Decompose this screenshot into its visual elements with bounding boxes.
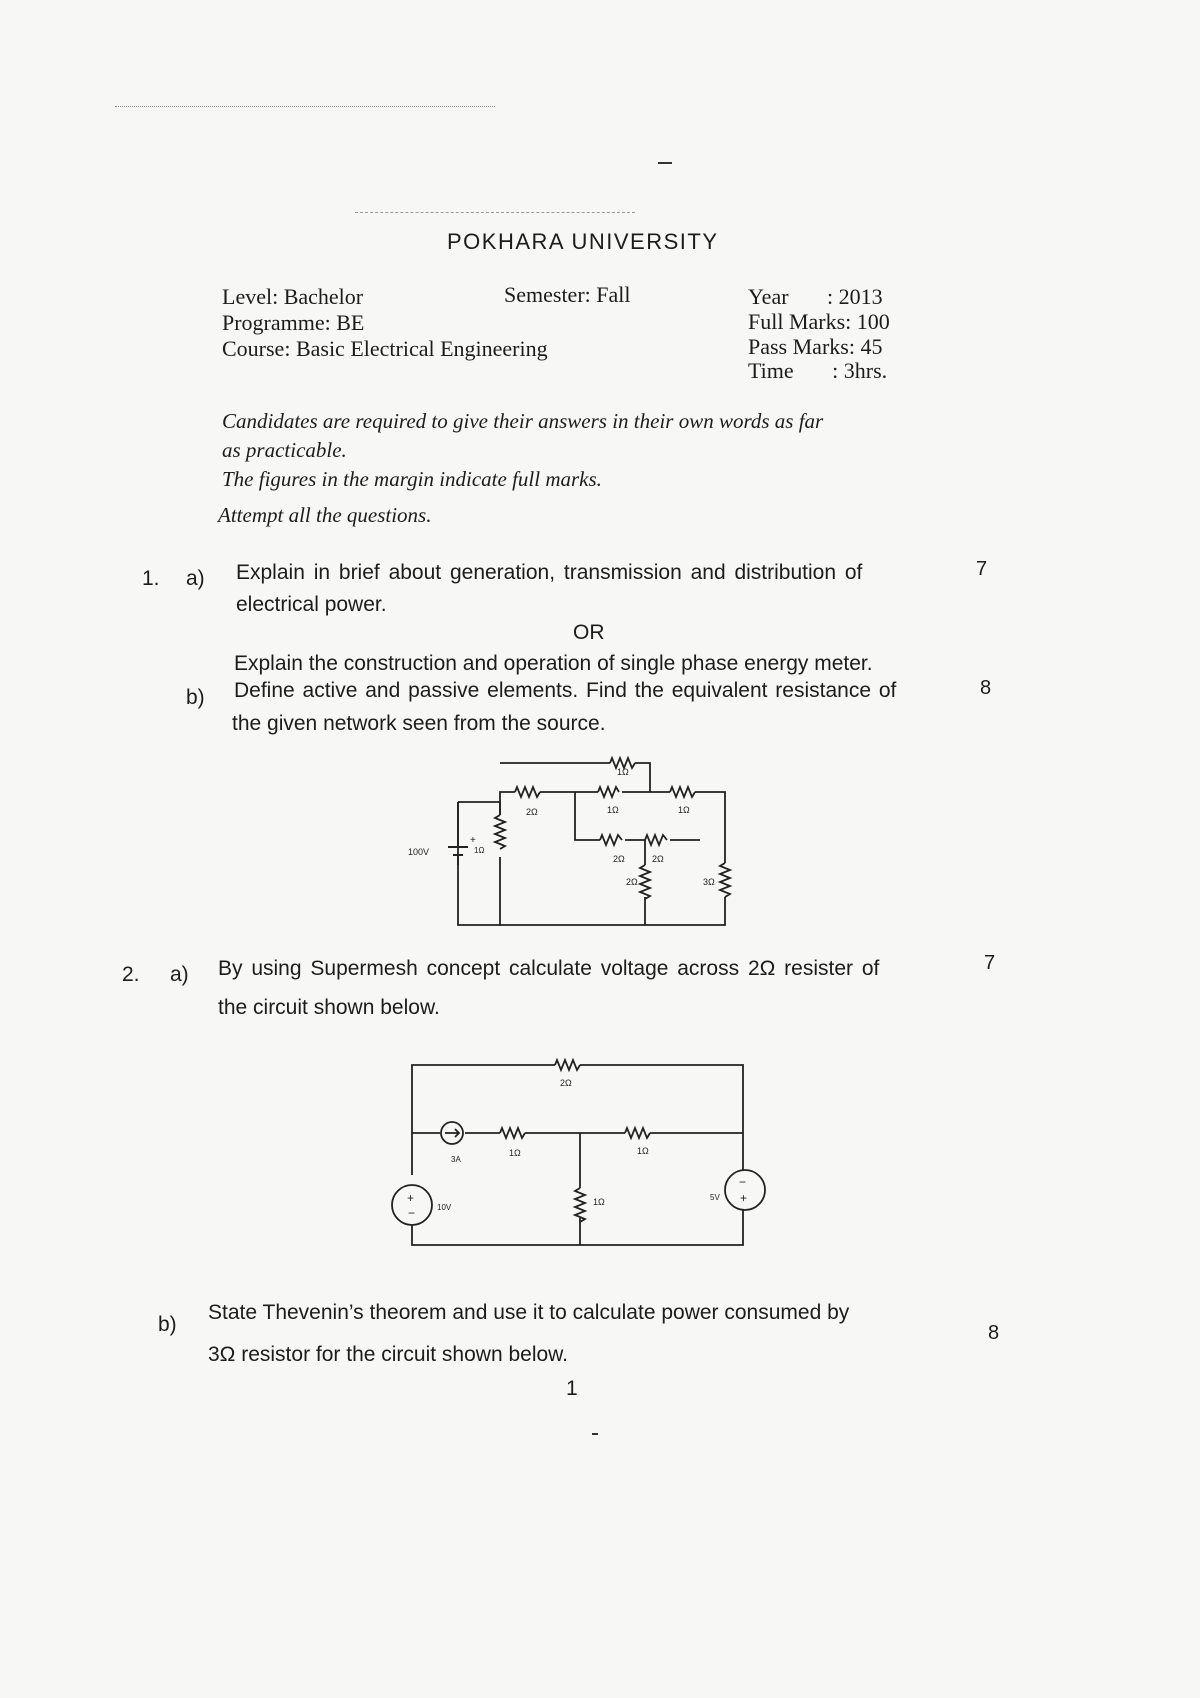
svg-text:+: + xyxy=(407,1191,415,1205)
q1a-text-line-2: electrical power. xyxy=(236,593,387,616)
fig1-source-resistor-label: 1Ω xyxy=(474,846,485,855)
fig1-resistor-low1-label: 2Ω xyxy=(613,854,625,864)
university-title: POKHARA UNIVERSITY xyxy=(447,229,719,254)
semester-text: Semester: Fall xyxy=(504,282,631,307)
fig1-resistor-low2-label: 2Ω xyxy=(652,854,664,864)
fig1-resistor-top-label: 1Ω xyxy=(617,767,629,777)
q1b-text-line-1: Define active and passive elements. Find the equivalent resistance of xyxy=(234,679,897,702)
scan-artifact-line xyxy=(355,212,635,213)
instruction-line-4: Attempt all the questions. xyxy=(218,503,432,527)
q2b-text-line-2: 3Ω resistor for the circuit shown below. xyxy=(208,1343,569,1366)
instruction-line-3: The figures in the margin indicate full marks. xyxy=(222,467,602,491)
instruction-line-2: as practicable. xyxy=(222,438,347,462)
q1-number: 1. xyxy=(142,567,160,590)
fig2-resistor-top-label: 2Ω xyxy=(560,1078,572,1088)
fig2-left-voltage-label: 10V xyxy=(437,1203,452,1212)
fig1-resistor-right-label: 1Ω xyxy=(678,805,690,815)
fig2-resistor-right-label: 1Ω xyxy=(637,1146,649,1156)
q2a-label: a) xyxy=(170,963,189,986)
q2b-label: b) xyxy=(158,1313,177,1336)
svg-text:−: − xyxy=(408,1206,416,1220)
q1b-text-line-2: the given network seen from the source. xyxy=(232,712,606,735)
fig2-right-voltage-label: 5V xyxy=(710,1193,720,1202)
fig2-resistor-left-label: 1Ω xyxy=(509,1148,521,1158)
q2a-text-line-2: the circuit shown below. xyxy=(218,996,440,1019)
fig1-source-label: 100V xyxy=(408,847,430,857)
level-text: Level: Bachelor xyxy=(222,284,364,309)
q2a-marks: 7 xyxy=(984,952,996,974)
q2b-marks: 8 xyxy=(988,1322,1000,1344)
q1b-marks: 8 xyxy=(980,677,992,699)
circuit-figure-1 xyxy=(400,745,760,935)
scan-dash-mark xyxy=(658,162,672,164)
q2-number: 2. xyxy=(122,963,140,986)
q2a-text-line-1: By using Supermesh concept calculate voltage across 2Ω resister of xyxy=(218,957,880,980)
circuit-figure-2 xyxy=(385,1050,785,1260)
fig1-resistor-left-label: 2Ω xyxy=(526,807,538,817)
fig1-resistor-mid-label: 1Ω xyxy=(607,805,619,815)
full-marks-text: Full Marks: 100 xyxy=(748,309,890,334)
svg-text:−: − xyxy=(739,1175,747,1189)
programme-text: Programme: BE xyxy=(222,310,365,335)
fig2-current-source-label: 3A xyxy=(451,1155,461,1164)
svg-text:+: + xyxy=(740,1191,748,1205)
q1a-or: OR xyxy=(573,621,605,644)
q1a-alternative: Explain the construction and operation of single phase energy meter. xyxy=(234,652,873,675)
q2b-text-line-1: State Thevenin’s theorem and use it to calculate power consumed by xyxy=(208,1301,850,1324)
page-number: 1 xyxy=(566,1377,578,1400)
fig1-resistor-v2-label: 3Ω xyxy=(703,877,715,887)
instruction-line-1: Candidates are required to give their answers in their own words as far xyxy=(222,409,824,433)
fig2-resistor-mid-label: 1Ω xyxy=(593,1197,605,1207)
q1b-label: b) xyxy=(186,686,205,709)
pass-marks-text: Pass Marks: 45 xyxy=(748,334,883,359)
scan-dash-mark xyxy=(592,1433,598,1435)
scan-artifact-line xyxy=(115,106,495,107)
q1a-label: a) xyxy=(186,567,205,590)
year-text: Year : 2013 xyxy=(748,284,883,309)
time-text: Time : 3hrs. xyxy=(748,358,888,383)
q1a-text-line-1: Explain in brief about generation, transmission and distribution of xyxy=(236,561,863,584)
svg-text:+: + xyxy=(470,835,476,846)
course-text: Course: Basic Electrical Engineering xyxy=(222,336,548,361)
fig1-resistor-v1-label: 2Ω xyxy=(626,877,638,887)
q1a-marks: 7 xyxy=(976,558,988,580)
